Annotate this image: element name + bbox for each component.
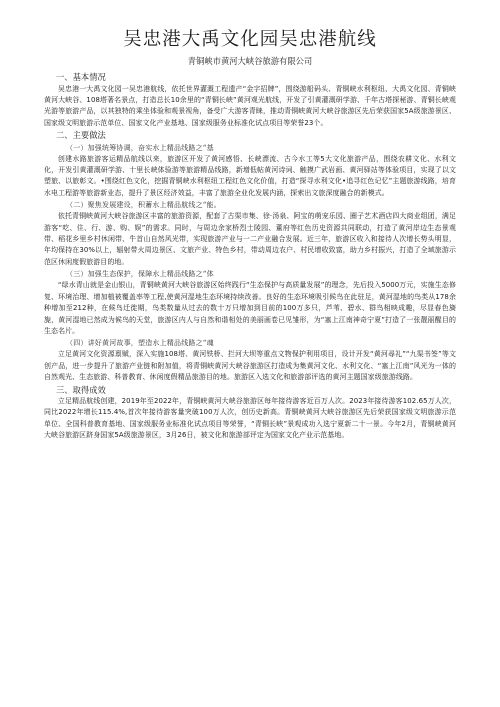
paragraph: 创建水路旅游客运精品航线以来，旅游区开发了黄河感悟、长峡漂流、古今水工等5大文化旅游产品，围绕农耕文化、水利文化，开发引黄灌溉研学游、十里长峡体验游等旅游精品线路，新增低帖黄河诗词、触摸广武岩画、黄河驿站等体验项目，实现了以文塑旅、以旅彰文。•围绕红色文化，挖掘青铜峡水利枢纽工程红色文化价值，打造“探寻水利文化•追寻红色记忆”主题旅游线路，培育水电工程游等旅游新业态，提升了景区经济效益，丰富了旅游全业化发展内涵，探索出文旅深度融合的新模式。 <box>44 154 456 197</box>
paragraph: 依托青铜峡黄河大峡谷旅游区丰富的旅游资源，配套了古渠市集、徐·汤泉、阿宝的萌宠乐园、圈子艺术酒店四大商业组团，满足游客“吃、住、行、游、购、娱”的需求。同时，与周边余家桥烈士陵园、董府等红色历史资源共同联动，打造了黄河岸边生态景观带、稻花乡里乡村休闲带、牛首山自然风光带，实现旅游产业与一二产业融合发展。近三年，旅游区收入和接待人次增长势头明显，年均保持在30%以上，辐射带火周边景区、文旅产业、特色乡村，带动周边农户、村民增收致富，助力乡村振兴，打造了全域旅游示范区休闲度假旅游目的地。 <box>44 212 456 266</box>
subsection-heading: （三）加强生态保护，保障水上精品线路之“体 <box>66 270 214 279</box>
document-subtitle: 青铜峡市黄河大峡谷旅游有限公司 <box>187 56 313 66</box>
document-title: 吴忠港大禹文化园吴忠港航线 <box>123 29 377 50</box>
section-main-practices <box>44 130 456 383</box>
section-heading: 二、主要做法 <box>56 130 106 141</box>
paragraph: 立足黄河文化资源禀赋，深入实施108塔、黄河铁桥、拦河大坝等重点文物保护利用项目，设计开发“黄河尋礼”“九渠书签”等文创产品，进一步提升了旅游产业链和附加值，将青铜峡黄河大峡谷旅游区打造成为集黄河文化、水利文化、“塞上江南”风光为一体的自然观光、生态旅游、科普教育、休闲度假精品旅游目的地。旅游区入选文化和旅游部评选的黄河主题国家级旅游线路。 <box>44 350 456 382</box>
subsection-heading: （四）讲好黄河故事，塑造水上精品线路之“魂 <box>66 339 214 348</box>
section-heading: 三、取得成效 <box>56 384 106 395</box>
paragraph: 吴忠港一大禹文化园一吴忠港航线，依托世界灌溉工程遗产“金字招牌”，围绕游船码头、青铜峡水利枢纽、大禹文化园、青铜峡黄河大峡谷、108塔著名景点，打造总长10余里的“青铜长峡”黄河观光航线，开发了引黄灌溉研学游、千年古塔探秘游、青铜长峡观光游等旅游产品，以其独特的乘坐体验和观景视角，备受广大游客青睐，推动青铜峡黄河大峡谷旅游区先后荣获国家5A级旅游景区、国家级文明旅游示范单位、国家文化产业基地、国家级服务业标准化试点项目等荣誉23个。 <box>44 84 456 127</box>
paragraph: “绿水青山就是金山银山，青铜峡黄河大峡谷旅游区始终践行“生态保护与高质量发展”的理念，先后投入5000万元，实施生态修复、环境治理、增加植被覆盖率等工程,使黄河湿地生态环境持续改善。良好的生态环境吸引候鸟在此驻足，黄河湿地的鸟类从178余种增加至212种，在候鸟迁徙期，鸟类数量从过去的数十万只增加到目前的100万多只，芦苇、碧水、群鸟相映成趣，尽显春色旖旎，黄河湿地已然成为候鸟的天堂，旅游区内人与自然和谐相处的美丽画卷已见雏形，为“塞上江南神奇宁夏”打造了一张靓丽醒目的生态名片。 <box>44 281 456 335</box>
section-results <box>44 385 456 442</box>
subsection-heading: （二）聚焦发展建设，积蓄水上精品航线之“能。 <box>66 201 221 210</box>
paragraph: 立足精品航线创建，2019年至2022年，青铜峡黄河大峡谷旅游区每年接待游客近百万人次。2023年接待游客102.65万人次，同比2022年增长115.4%,首次年接待游客量突破100万人次，创历史新高。青铜峡黄河大峡谷旅游区先后荣获国家级文明旅游示范单位、全国科普教育基地、国家级服务业标准化试点项目等荣誉，“青铜长峡”景观成功入选宁夏新二十一景。今年2月，青铜峡黄河大峡谷旅游区跻身国家5A级旅游景区，3月26日，被文化和旅游部评定为国家文化产业示范基地。 <box>44 397 456 440</box>
section-basic-info <box>44 72 456 129</box>
section-heading: 一、基本情况 <box>56 72 106 82</box>
subsection-heading: （一）加强统筹协调，奋实水上精品线路之“基 <box>66 143 214 152</box>
